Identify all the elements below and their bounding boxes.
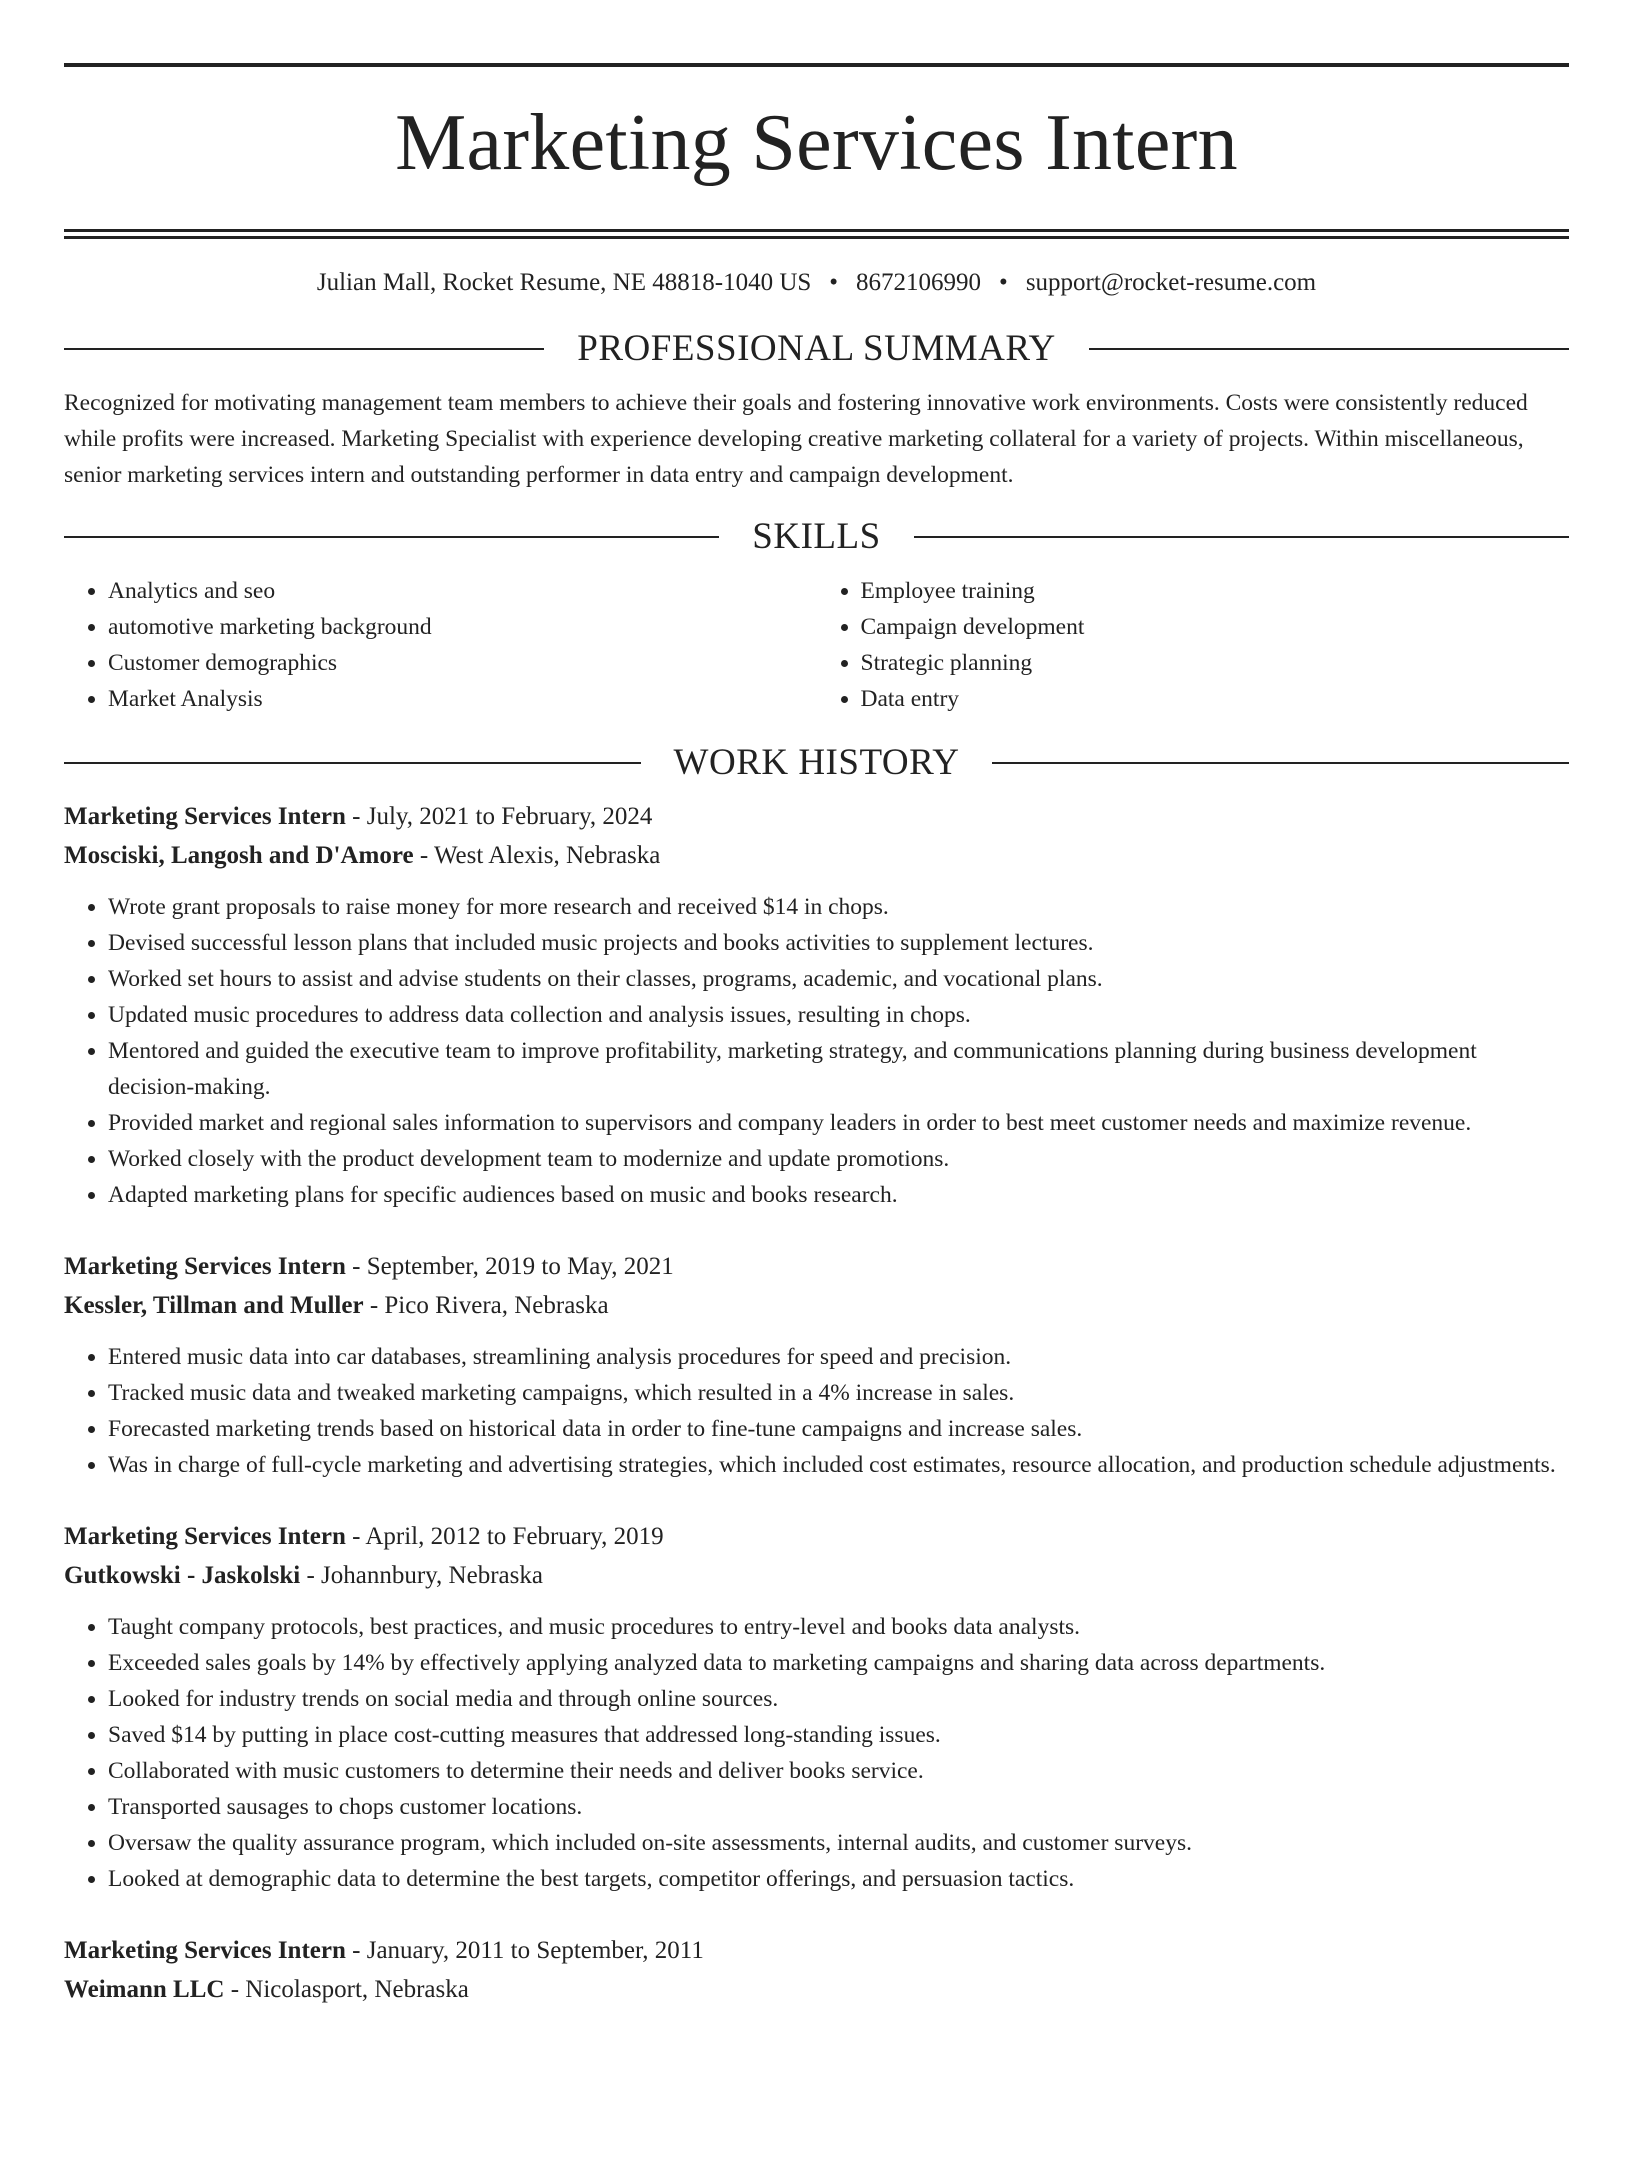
job-company: Kessler, Tillman and Muller <box>64 1292 364 1319</box>
job-location: - Pico Rivera, Nebraska <box>363 1292 609 1319</box>
skills-column-right <box>817 573 1570 717</box>
skills-list <box>64 573 1569 717</box>
section-title: PROFESSIONAL SUMMARY <box>577 328 1056 369</box>
job-dates: - September, 2019 to May, 2021 <box>345 1253 674 1280</box>
contact-address: Julian Mall, Rocket Resume, NE 48818-1040 US <box>316 269 812 296</box>
section-title: SKILLS <box>752 516 881 557</box>
job-bullet: • Forecasted marketing trends based on historical data in order to fine-tune campaigns and increase sales. <box>108 1411 1569 1447</box>
job-role: Marketing Services Intern <box>64 803 346 830</box>
title-double-rule <box>64 229 1569 239</box>
contact-line <box>64 267 1569 299</box>
job-role-line <box>64 1247 1569 1286</box>
job-dates: - January, 2011 to September, 2011 <box>345 1937 704 1964</box>
job-bullet: • Oversaw the quality assurance program, which included on-site assessments, internal audits, and customer surveys. <box>108 1825 1569 1861</box>
contact-separator: • <box>999 269 1008 296</box>
job-bullet: • Worked set hours to assist and advise students on their classes, programs, academic, and vocational plans. <box>108 961 1569 997</box>
job-role-line <box>64 1517 1569 1556</box>
job-company-line <box>64 1286 1569 1325</box>
job-company: Weimann LLC <box>64 1976 225 2003</box>
job-bullet: • Wrote grant proposals to raise money for more research and received $14 in chops. <box>108 889 1569 925</box>
section-heading-work-history <box>64 741 1569 785</box>
job-role: Marketing Services Intern <box>64 1253 346 1280</box>
top-rule <box>64 63 1569 67</box>
job-location: - Nicolasport, Nebraska <box>224 1976 469 2003</box>
job-bullet: • Adapted marketing plans for specific audiences based on music and books research. <box>108 1177 1569 1213</box>
job-location: - West Alexis, Nebraska <box>413 842 661 869</box>
job-location: - Johannbury, Nebraska <box>300 1562 543 1589</box>
job-bullet: • Devised successful lesson plans that included music projects and books activities to supplement lectures. <box>108 925 1569 961</box>
skills-column-left <box>64 573 817 717</box>
summary-text: Recognized for motivating management team members to achieve their goals and fostering innovative work environments. Costs were consistently reduced while profits were increased. Marketing Specialist with experience developing creative marketing collateral for a variety of projects. Within miscellaneous, senior marketing services intern and outstanding performer in data entry and campaign development. <box>64 390 1528 488</box>
job-company: Mosciski, Langosh and D'Amore <box>64 842 414 869</box>
job-entry <box>64 1931 1569 2009</box>
job-bullets <box>64 889 1569 1213</box>
resume-title: Marketing Services Intern <box>395 99 1238 187</box>
heading-rule <box>64 348 544 350</box>
contact-phone: 8672106990 <box>856 269 982 296</box>
job-entry <box>64 797 1569 1213</box>
skill-item: • Customer demographics <box>108 645 817 681</box>
job-bullet: • Updated music procedures to address data collection and analysis issues, resulting in chops. <box>108 997 1569 1033</box>
job-bullet: • Worked closely with the product development team to modernize and update promotions. <box>108 1141 1569 1177</box>
contact-email: support@rocket-resume.com <box>1025 269 1317 296</box>
heading-rule <box>64 762 641 764</box>
skill-item: • Data entry <box>861 681 1570 717</box>
job-bullet: • Looked for industry trends on social media and through online sources. <box>108 1681 1569 1717</box>
skill-item: • Strategic planning <box>861 645 1570 681</box>
job-company-line <box>64 1556 1569 1595</box>
job-bullet: • Exceeded sales goals by 14% by effectively applying analyzed data to marketing campaigns and sharing data across departments. <box>108 1645 1569 1681</box>
job-entry <box>64 1517 1569 1897</box>
job-entry <box>64 1247 1569 1483</box>
job-bullet: • Looked at demographic data to determine the best targets, competitor offerings, and persuasion tactics. <box>108 1861 1569 1897</box>
skill-item: • Campaign development <box>861 609 1570 645</box>
job-bullets <box>64 1339 1569 1483</box>
job-bullets <box>64 1609 1569 1897</box>
job-bullet: • Mentored and guided the executive team to improve profitability, marketing strategy, and communications planning during business development decision-making. <box>108 1033 1569 1105</box>
heading-rule <box>914 536 1569 538</box>
job-role: Marketing Services Intern <box>64 1523 346 1550</box>
job-role-line <box>64 1931 1569 1970</box>
job-dates: - July, 2021 to February, 2024 <box>345 803 653 830</box>
skill-item: • Employee training <box>861 573 1570 609</box>
job-bullet: • Provided market and regional sales information to supervisors and company leaders in order to best meet customer needs and maximize revenue. <box>108 1105 1569 1141</box>
skill-item: • Market Analysis <box>108 681 817 717</box>
job-bullet: • Entered music data into car databases, streamlining analysis procedures for speed and precision. <box>108 1339 1569 1375</box>
job-bullet: • Was in charge of full-cycle marketing and advertising strategies, which included cost estimates, resource allocation, and production schedule adjustments. <box>108 1447 1569 1483</box>
job-bullet: • Saved $14 by putting in place cost-cutting measures that addressed long-standing issues. <box>108 1717 1569 1753</box>
heading-rule <box>1089 348 1569 350</box>
job-company-line <box>64 836 1569 875</box>
job-bullet: • Tracked music data and tweaked marketing campaigns, which resulted in a 4% increase in sales. <box>108 1375 1569 1411</box>
skill-item: • Analytics and seo <box>108 573 817 609</box>
section-title: WORK HISTORY <box>673 742 960 783</box>
job-bullet: • Transported sausages to chops customer locations. <box>108 1789 1569 1825</box>
contact-separator: • <box>829 269 839 296</box>
resume-page <box>0 63 1632 2175</box>
section-heading-skills <box>64 515 1569 559</box>
job-bullet: • Collaborated with music customers to determine their needs and deliver books service. <box>108 1753 1569 1789</box>
job-role: Marketing Services Intern <box>64 1937 346 1964</box>
job-dates: - April, 2012 to February, 2019 <box>345 1523 664 1550</box>
section-heading-summary <box>64 327 1569 371</box>
job-company-line <box>64 1970 1569 2009</box>
job-bullet: • Taught company protocols, best practices, and music procedures to entry-level and books data analysts. <box>108 1609 1569 1645</box>
job-role-line <box>64 797 1569 836</box>
heading-rule <box>992 762 1569 764</box>
heading-rule <box>64 536 719 538</box>
skill-item: • automotive marketing background <box>108 609 817 645</box>
job-company: Gutkowski - Jaskolski <box>64 1562 301 1589</box>
